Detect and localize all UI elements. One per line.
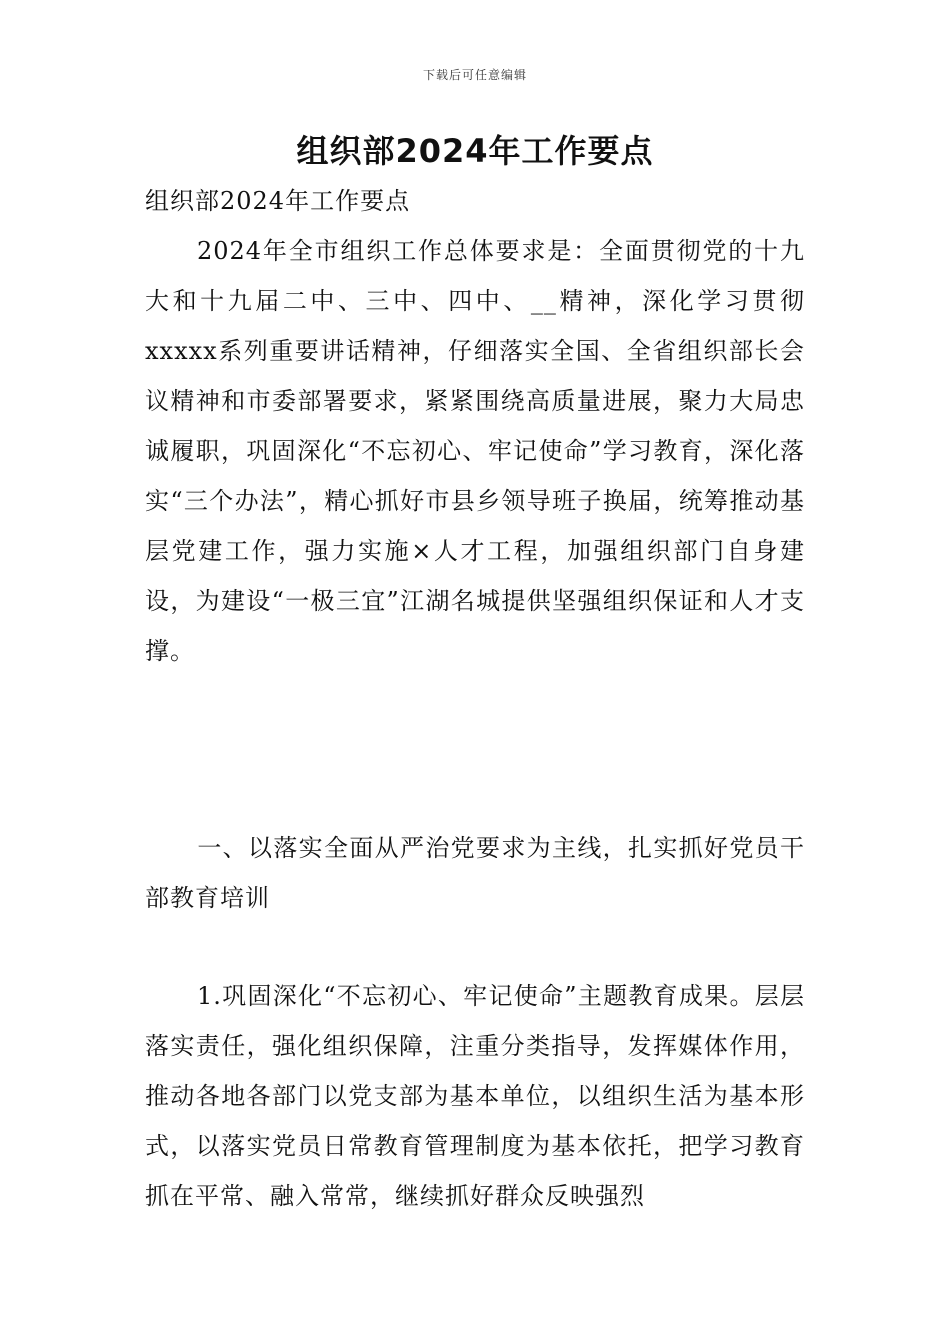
section-heading-1 — [145, 823, 805, 923]
header-note: 下载后可任意编辑 — [422, 68, 527, 82]
section-heading-1-text: 一、以落实全面从严治党要求为主线，扎实抓好党员干部教育培训 — [145, 834, 805, 912]
intro-paragraph — [145, 226, 805, 676]
document-title: 组织部2024年工作要点 — [296, 132, 654, 170]
document-subtitle: 组织部2024年工作要点 — [145, 187, 411, 215]
intro-paragraph-text: 2024年全市组织工作总体要求是：全面贯彻党的十九大和十九届二中、三中、四中、__精神，深化学习贯彻xxxxx系列重要讲话精神，仔细落实全国、全省组织部长会议精神和市委部署要求，紧紧围绕高质量进展，聚力大局忠诚履职，巩固深化“不忘初心、牢记使命”学习教育，深化落实“三个办法”，精心抓好市县乡领导班子换届，统筹推动基层党建工作，强力实施×人才工程，加强组织部门自身建设，为建设“一极三宜”江湖名城提供坚强组织保证和人才支撑。 — [145, 237, 805, 665]
item-paragraph-1-text: 1.巩固深化“不忘初心、牢记使命”主题教育成果。层层落实责任，强化组织保障，注重分类指导，发挥媒体作用，推动各地各部门以党支部为基本单位，以组织生活为基本形式，以落实党员日常教育管理制度为基本依托，把学习教育抓在平常、融入常常，继续抓好群众反映强烈 — [145, 982, 805, 1210]
item-paragraph-1 — [145, 971, 805, 1221]
